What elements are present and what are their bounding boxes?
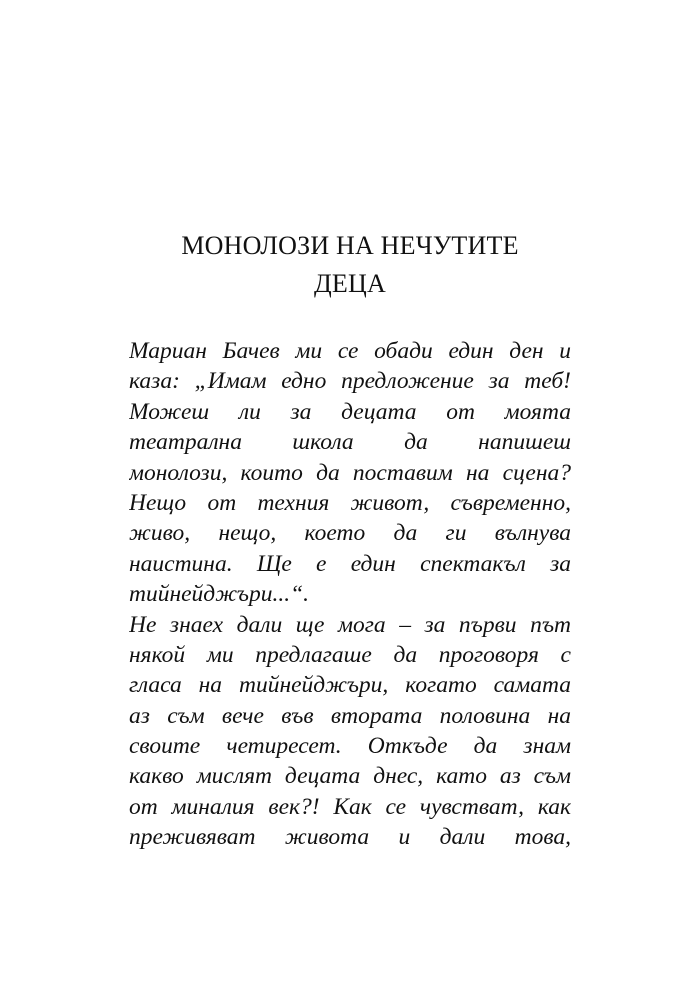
text-line: какво мислят децата днес, като аз съм xyxy=(129,763,571,790)
text-line: от миналия век?! Как се чувстват, как xyxy=(129,793,571,820)
body-text xyxy=(129,336,571,853)
chapter-title-line-2: ДЕЦА xyxy=(314,269,386,298)
text-line: театрална школа да напишеш xyxy=(129,429,571,456)
text-line: Можеш ли за децата от моята xyxy=(129,398,571,425)
text-line: наистина. Ще е един спектакъл за xyxy=(129,550,571,577)
text-line: тийнейджъри...“. xyxy=(129,581,310,608)
text-line: Мариан Бачев ми се обади един ден и xyxy=(129,338,571,364)
text-line: Не знаех дали ще мога – за първи път xyxy=(129,611,571,638)
chapter-title-line-1: МОНОЛОЗИ НА НЕЧУТИТЕ xyxy=(181,231,519,260)
text-line: живо, нещо, което да ги вълнува xyxy=(129,520,571,547)
text-line: някой ми предлагаше да проговоря с xyxy=(129,641,571,668)
text-line: каза: „Имам едно предложение за теб! xyxy=(129,368,571,395)
text-line: гласа на тийнейджъри, когато самата xyxy=(129,672,571,699)
text-line: своите четиресет. Откъде да знам xyxy=(129,733,571,760)
text-line: Нещо от техния живот, съвременно, xyxy=(129,489,571,516)
text-line: монолози, които да поставим на сцена? xyxy=(129,459,571,486)
text-line: преживяват живота и дали това, xyxy=(129,824,571,851)
text-line: аз съм вече във втората половина на xyxy=(129,702,571,729)
